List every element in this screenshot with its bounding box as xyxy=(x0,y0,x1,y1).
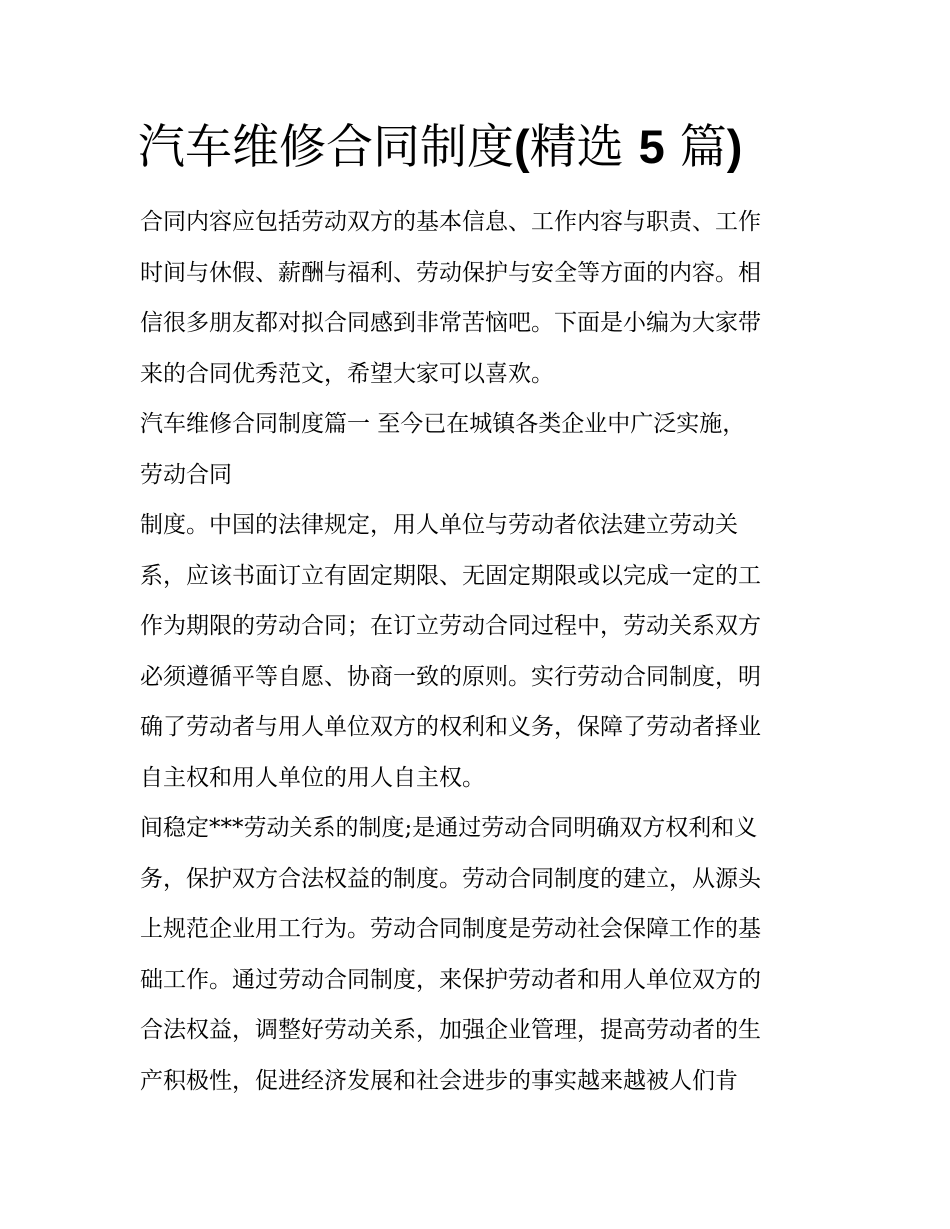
title-text-3: 篇 xyxy=(679,120,727,175)
text-line: 自主权和用人单位的用人自主权。 xyxy=(140,764,485,791)
title-paren-close: ) xyxy=(726,120,743,173)
text-line: 制度。中国的法律规定，用人单位与劳动者依法建立劳动关 xyxy=(140,512,738,538)
text-line: 劳动合同 xyxy=(140,461,232,488)
text-line: 来的合同优秀范文，希望大家可以喜欢。 xyxy=(140,360,554,387)
title-spacer xyxy=(624,120,639,175)
document-title xyxy=(138,115,838,180)
text-line: 汽车维修合同制度篇一 至今已在城镇各类企业中广泛实施， xyxy=(140,411,746,437)
title-spacer-2 xyxy=(665,120,680,175)
paragraph xyxy=(140,197,812,399)
document-body xyxy=(140,197,812,1106)
title-number: 5 xyxy=(638,120,665,173)
text-line: 间稳定***劳动关系的制度;是通过劳动合同明确双方权利和义 xyxy=(140,815,758,841)
text-line: 务，保护双方合法权益的制度。劳动合同制度的建立，从源头 xyxy=(140,865,761,892)
text-line: 确了劳动者与用人单位双方的权利和义务，保障了劳动者择业 xyxy=(140,714,761,740)
text-line: 必须遵循平等自愿、协商一致的原则。实行劳动合同制度，明 xyxy=(140,663,761,690)
text-line: 系，应该书面订立有固定期限、无固定期限或以完成一定的工 xyxy=(140,562,761,589)
text-line: 时间与休假、薪酬与福利、劳动保护与安全等方面的内容。相 xyxy=(140,259,761,286)
title-text: 汽车维修合同制度 xyxy=(138,120,514,175)
text-line: 信很多朋友都对拟合同感到非常苦恼吧。下面是小编为大家带 xyxy=(140,310,761,336)
paragraph xyxy=(140,803,812,1106)
title-paren-open: ( xyxy=(514,120,530,173)
text-line: 产积极性，促进经济发展和社会进步的事实越来越被人们肯 xyxy=(140,1067,738,1094)
title-text-2: 精选 xyxy=(529,120,624,175)
text-line: 上规范企业用工行为。劳动合同制度是劳动社会保障工作的基 xyxy=(140,916,761,942)
paragraph xyxy=(140,399,812,500)
text-line: 合同内容应包括劳动双方的基本信息、工作内容与职责、工作 xyxy=(140,209,761,235)
text-line: 础工作。通过劳动合同制度，来保护劳动者和用人单位双方的 xyxy=(140,966,761,993)
text-line: 作为期限的劳动合同；在订立劳动合同过程中，劳动关系双方 xyxy=(140,613,761,639)
text-line: 合法权益，调整好劳动关系，加强企业管理，提高劳动者的生 xyxy=(140,1017,761,1043)
paragraph xyxy=(140,500,812,803)
